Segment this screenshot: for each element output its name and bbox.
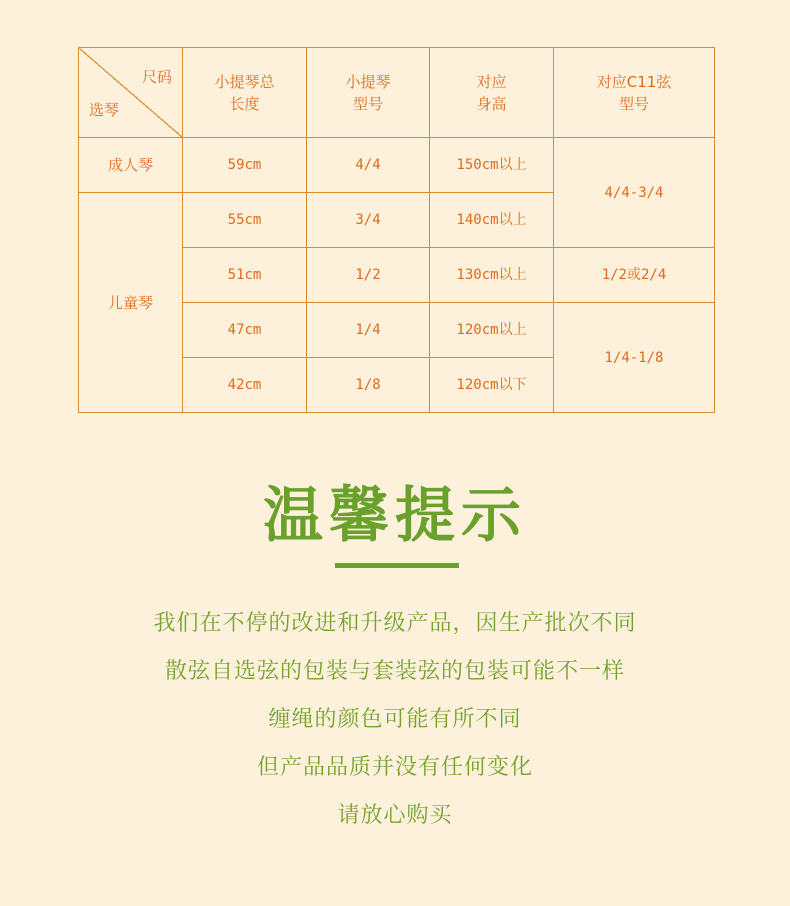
header-total-length: 小提琴总 长度 (183, 48, 307, 138)
cell-height: 150cm以上 (430, 138, 554, 193)
cell-string-model: 1/4-1/8 (554, 303, 715, 413)
cell-model: 3/4 (307, 193, 430, 248)
cell-length: 55cm (183, 193, 307, 248)
cell-length: 47cm (183, 303, 307, 358)
header-height: 对应 身高 (430, 48, 554, 138)
cell-model: 4/4 (307, 138, 430, 193)
cell-height: 120cm以上 (430, 303, 554, 358)
tips-text-block (0, 600, 790, 840)
cell-string-model: 1/2或2/4 (554, 248, 715, 303)
cell-model: 1/4 (307, 303, 430, 358)
tips-line: 但产品品质并没有任何变化 (256, 755, 533, 780)
cell-model: 1/8 (307, 358, 430, 413)
group-child: 儿童琴 (79, 193, 183, 413)
header-violin-model: 小提琴 型号 (307, 48, 430, 138)
cell-string-model: 4/4-3/4 (554, 138, 715, 248)
table-corner-cell (79, 48, 183, 138)
tips-line: 请放心购买 (337, 803, 453, 828)
tips-line: 缠绳的颜色可能有所不同 (268, 707, 522, 732)
table-row (79, 138, 715, 193)
table-header-row (79, 48, 715, 138)
header-string-model: 对应C11弦 型号 (554, 48, 715, 138)
cell-height: 140cm以上 (430, 193, 554, 248)
tips-title-underline (335, 563, 459, 568)
tips-line: 我们在不停的改进和升级产品，因生产批次不同 (153, 611, 637, 636)
corner-size-label: 尺码 (141, 68, 172, 86)
size-table (78, 47, 715, 413)
tips-line: 散弦自选弦的包装与套装弦的包装可能不一样 (164, 659, 625, 684)
group-adult: 成人琴 (79, 138, 183, 193)
cell-length: 51cm (183, 248, 307, 303)
tips-title: 温馨提示 (263, 481, 527, 551)
corner-select-label: 选琴 (89, 101, 120, 119)
cell-height: 130cm以上 (430, 248, 554, 303)
cell-height: 120cm以下 (430, 358, 554, 413)
cell-model: 1/2 (307, 248, 430, 303)
cell-length: 42cm (183, 358, 307, 413)
cell-length: 59cm (183, 138, 307, 193)
